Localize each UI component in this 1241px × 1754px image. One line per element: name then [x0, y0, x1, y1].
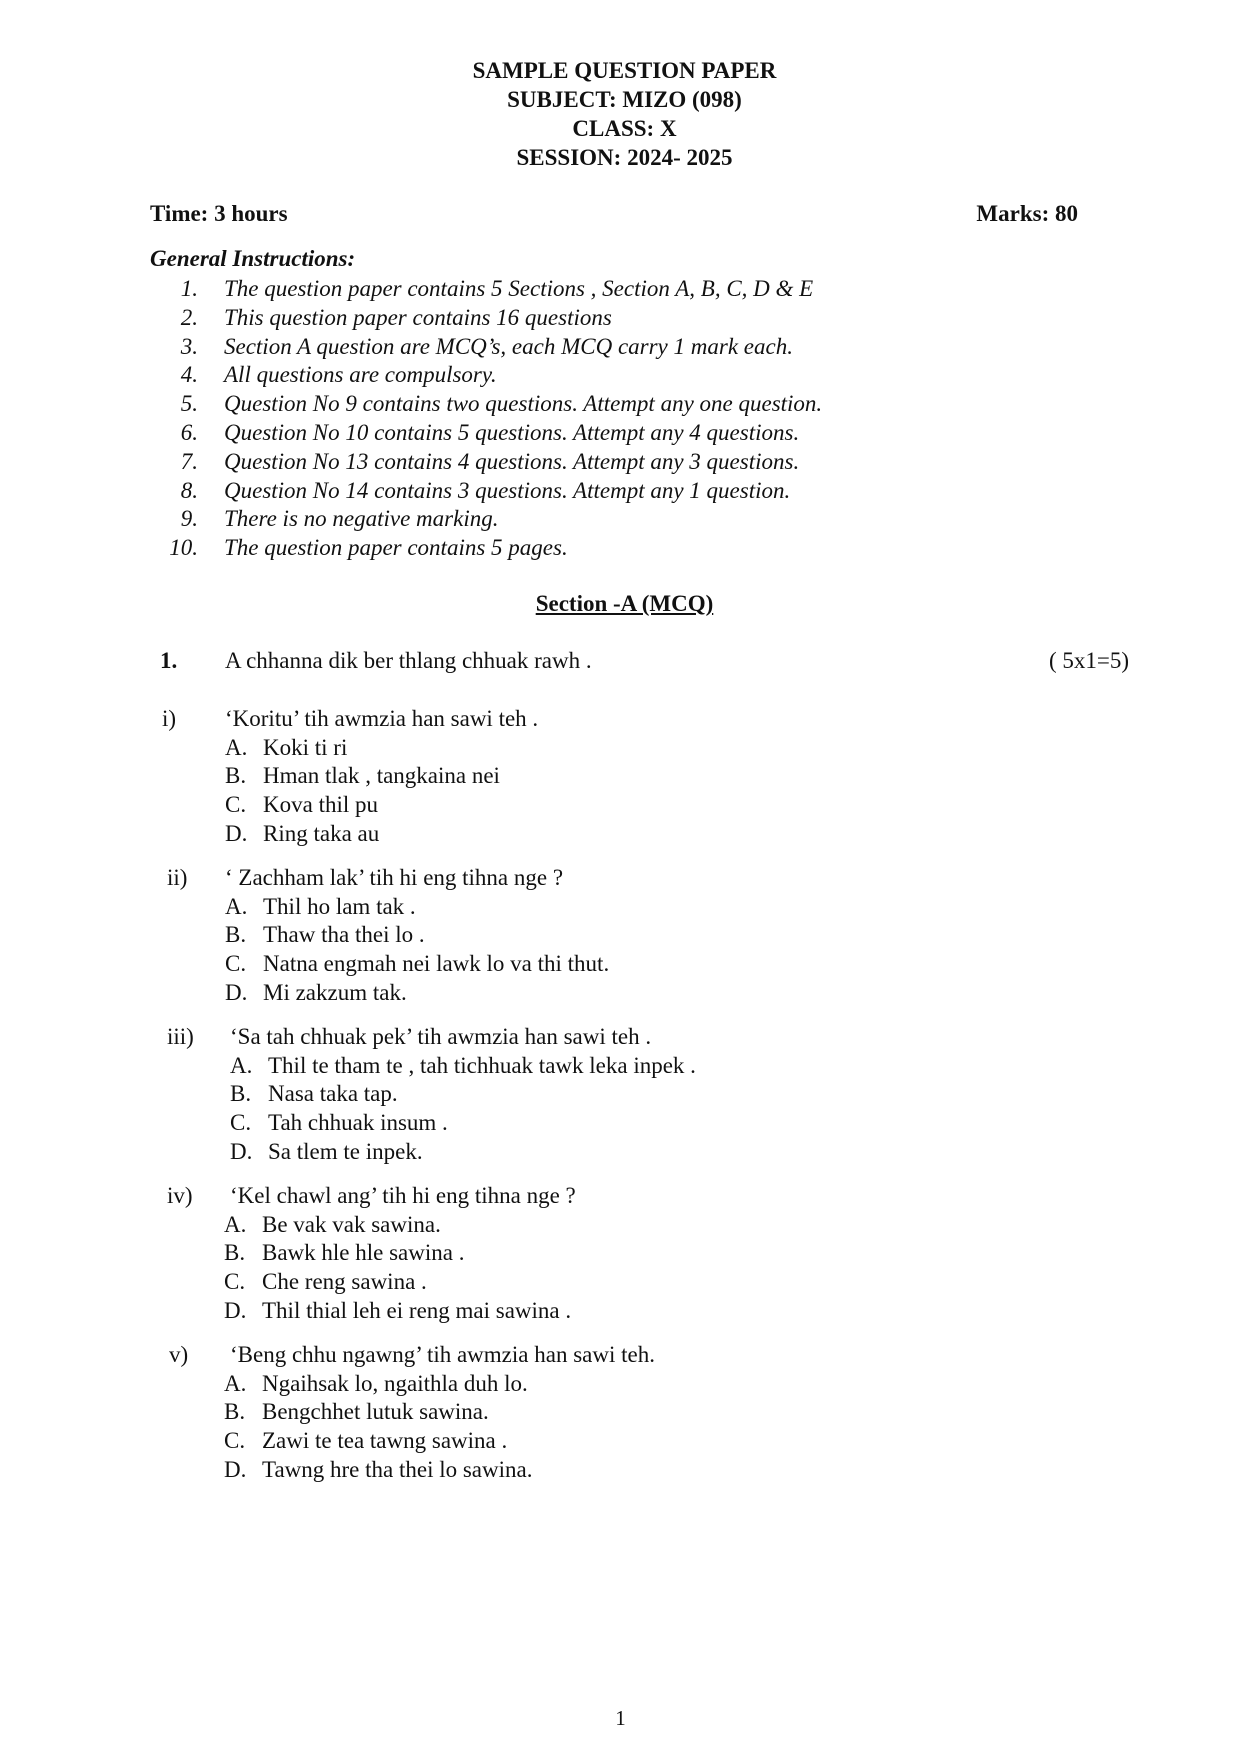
question-number: 1.: [160, 648, 178, 673]
instruction-number: 4.: [180, 362, 198, 388]
subquestion-number: ii): [167, 865, 188, 890]
subquestion-text: ‘Beng chhu ngawng’ tih awmzia han sawi teh.: [230, 1342, 655, 1367]
option-text: Mi zakzum tak.: [263, 979, 407, 1005]
option-item: [230, 1053, 696, 1079]
option-letter: D.: [230, 1138, 253, 1164]
subquestion-number: iii): [167, 1024, 194, 1049]
option-item: [225, 980, 407, 1006]
option-text: Che reng sawina .: [262, 1269, 427, 1295]
option-text: Thil thial leh ei reng mai sawina .: [262, 1297, 572, 1323]
instruction-number: 7.: [180, 448, 198, 474]
option-text: Tawng hre tha thei lo sawina.: [262, 1456, 533, 1482]
option-text: Koki ti ri: [263, 734, 348, 760]
instruction-number: 10.: [169, 535, 198, 561]
instruction-text: The question paper contains 5 pages.: [224, 535, 568, 561]
section-title-text: Section -A (MCQ): [535, 591, 714, 616]
marks-label: Marks: 80: [976, 201, 1078, 226]
instruction-text: Question No 14 contains 3 questions. Attempt any 1 question.: [224, 477, 791, 503]
instruction-text: This question paper contains 16 questions: [224, 304, 612, 330]
option-letter: D.: [224, 1456, 247, 1482]
option-item: [230, 1139, 423, 1165]
subquestion-number: iv): [167, 1183, 193, 1208]
option-text: Bengchhet lutuk sawina.: [262, 1399, 489, 1425]
option-item: [225, 735, 347, 761]
instruction-item: [150, 361, 822, 390]
instruction-item: [150, 333, 822, 362]
option-item: [230, 1110, 448, 1136]
option-item: [225, 922, 425, 948]
option-item: [224, 1428, 507, 1454]
instruction-item: [150, 505, 822, 534]
subquestion-text: ‘Koritu’ tih awmzia han sawi teh .: [225, 706, 539, 731]
option-text: Hman tlak , tangkaina nei: [263, 763, 500, 789]
option-letter: A.: [224, 1211, 247, 1237]
option-text: Sa tlem te inpek.: [268, 1138, 423, 1164]
instructions-title: General Instructions:: [150, 246, 356, 271]
option-text: Tah chhuak insum .: [268, 1110, 448, 1136]
question-text: A chhanna dik ber thlang chhuak rawh .: [225, 648, 592, 673]
option-item: [225, 951, 609, 977]
option-letter: C.: [230, 1110, 252, 1136]
option-text: Thaw tha thei lo .: [263, 922, 425, 948]
instruction-item: [150, 304, 822, 333]
option-letter: D.: [224, 1297, 247, 1323]
option-letter: C.: [225, 792, 247, 818]
instruction-item: [150, 390, 822, 419]
instruction-item: [150, 534, 822, 563]
option-text: Kova thil pu: [263, 792, 378, 818]
paper-title: SAMPLE QUESTION PAPER: [472, 58, 777, 83]
option-letter: C.: [224, 1428, 246, 1454]
instruction-item: [150, 448, 822, 477]
option-letter: A.: [230, 1052, 253, 1078]
option-item: [230, 1081, 398, 1107]
option-letter: C.: [225, 951, 247, 977]
option-letter: A.: [225, 893, 248, 919]
option-letter: C.: [224, 1269, 246, 1295]
option-item: [224, 1240, 464, 1266]
instruction-text: Section A question are MCQ’s, each MCQ carry 1 mark each.: [224, 333, 793, 359]
instruction-number: 1.: [180, 276, 198, 301]
option-item: [225, 821, 379, 847]
option-text: Thil ho lam tak .: [263, 893, 416, 919]
subquestion-text: ‘ Zachham lak’ tih hi eng tihna nge ?: [225, 865, 564, 890]
option-item: [225, 763, 500, 789]
session-line: SESSION: 2024- 2025: [516, 145, 733, 170]
option-text: Thil te tham te , tah tichhuak tawk leka inpek .: [268, 1052, 696, 1078]
instruction-number: 8.: [180, 477, 198, 503]
option-letter: B.: [225, 763, 247, 789]
instruction-number: 6.: [180, 419, 198, 445]
option-text: Nasa taka tap.: [268, 1081, 398, 1107]
option-text: Zawi te tea tawng sawina .: [262, 1428, 508, 1454]
instruction-number: 9.: [180, 506, 198, 532]
question-marks: ( 5x1=5): [1048, 648, 1129, 673]
instruction-text: Question No 9 contains two questions. Attempt any one question.: [224, 391, 823, 417]
option-text: Ngaihsak lo, ngaithla duh lo.: [262, 1370, 528, 1396]
option-item: [224, 1269, 427, 1295]
instruction-item: [150, 419, 822, 448]
class-line: CLASS: X: [572, 116, 677, 141]
instruction-text: Question No 13 contains 4 questions. Attempt any 3 questions.: [224, 448, 800, 474]
instruction-number: 3.: [180, 333, 198, 359]
option-text: Ring taka au: [263, 820, 380, 846]
option-item: [224, 1371, 528, 1397]
subquestion-number: i): [162, 706, 177, 731]
instruction-item: [150, 275, 822, 304]
option-letter: B.: [230, 1081, 252, 1107]
option-letter: B.: [224, 1399, 246, 1425]
instruction-text: There is no negative marking.: [224, 506, 499, 532]
option-text: Be vak vak sawina.: [262, 1211, 441, 1237]
option-item: [224, 1298, 571, 1324]
subquestion-number: v): [169, 1342, 189, 1367]
option-item: [225, 894, 416, 920]
option-text: Bawk hle hle sawina .: [262, 1240, 465, 1266]
option-item: [224, 1399, 489, 1425]
subquestion-text: ‘Sa tah chhuak pek’ tih awmzia han sawi teh .: [230, 1024, 652, 1049]
subject-line: SUBJECT: MIZO (098): [507, 87, 742, 112]
instruction-text: All questions are compulsory.: [224, 362, 497, 388]
instruction-item: [150, 477, 822, 506]
paper-header: [0, 56, 1241, 172]
option-item: [224, 1212, 441, 1238]
option-letter: D.: [225, 820, 248, 846]
instructions-list: [150, 275, 822, 563]
instruction-text: The question paper contains 5 Sections , Section A, B, C, D & E: [224, 276, 814, 301]
subquestion-text: ‘Kel chawl ang’ tih hi eng tihna nge ?: [230, 1183, 576, 1208]
option-letter: D.: [225, 979, 248, 1005]
option-item: [224, 1457, 532, 1483]
option-text: Natna engmah nei lawk lo va thi thut.: [263, 951, 610, 977]
section-title: [0, 591, 1241, 617]
option-letter: B.: [225, 922, 247, 948]
option-letter: A.: [224, 1370, 247, 1396]
time-label: Time: 3 hours: [150, 201, 288, 226]
instruction-number: 5.: [180, 391, 198, 417]
option-item: [225, 792, 378, 818]
instruction-number: 2.: [180, 304, 198, 330]
option-letter: B.: [224, 1240, 246, 1266]
instruction-text: Question No 10 contains 5 questions. Attempt any 4 questions.: [224, 419, 800, 445]
page-number: 1: [615, 1706, 626, 1730]
option-letter: A.: [225, 734, 248, 760]
